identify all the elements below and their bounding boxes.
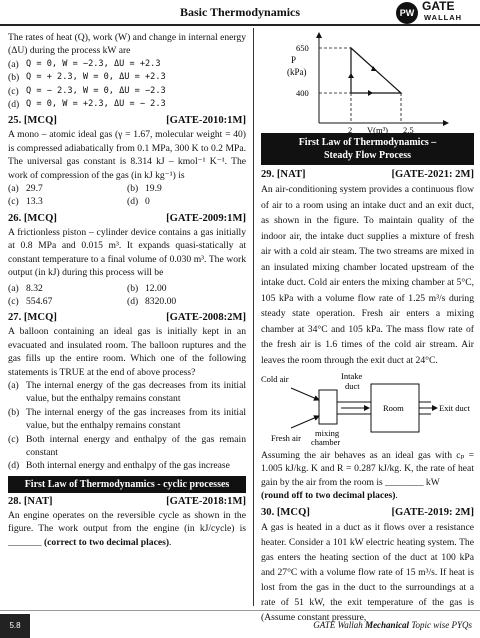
gate-tag: [GATE-2018:1M]	[166, 495, 246, 507]
x-tick-2: 2	[348, 125, 353, 135]
chapter-title: Basic Thermodynamics	[179, 5, 301, 19]
question-25-header: 25. [MCQ] [GATE-2010:1M]	[8, 115, 246, 127]
page-header	[0, 0, 480, 26]
question-26-text: A frictionless piston – cylinder device contains a gas initially at 0.8 MPa and 0.015 m³. It expands quasi-statically at constant temperature to a final volume of 0.030 m³. The work output (in kJ) during this process will be	[8, 226, 246, 279]
option-d: (d) Q = 0, W = +2.3, ΔU = − 2.3	[8, 99, 166, 111]
section-heading-steady-flow: First Law of Thermodynamics – Steady Flow Process	[261, 133, 474, 165]
question-26-options-row1: (a) 8.32 (b) 12.00	[8, 282, 167, 294]
pv-diagram	[261, 31, 474, 135]
pw-logo-icon: PW	[396, 2, 418, 24]
logo-text-gate: GATE	[422, 0, 455, 13]
label-intake-2: duct	[345, 381, 360, 391]
x-tick-2-5: 2.5	[403, 125, 414, 135]
intro-options	[8, 58, 246, 112]
label-room: Room	[383, 403, 404, 413]
question-28-header: 28. [NAT] [GATE-2018:1M]	[8, 495, 246, 507]
right-column	[261, 31, 474, 625]
fresh-air-arrow	[291, 416, 319, 428]
question-27-option-a: (a) The internal energy of the gas decreases from its initial value, but the enthalpy remains constant	[8, 379, 246, 405]
label-exit-duct: Exit duct	[439, 403, 470, 413]
label-fresh-air: Fresh air	[271, 433, 301, 443]
question-27-text: A balloon containing an ideal gas is initially kept in an evacuated and insulated room. The balloon ruptures and the gas fills up the entire room. Which one of the following statements is TRUE at the end of above process?	[8, 326, 246, 378]
y-tick-650: 650	[296, 43, 309, 53]
option-a: (a) Q = 0, W = −2.3, ΔU = +2.3	[8, 58, 161, 70]
pv-diagram-svg	[261, 31, 474, 135]
label-intake-1: Intake	[341, 371, 363, 381]
question-29-text-2: Assuming the air behaves as an ideal gas with cₚ = 1.005 kJ/kg. K and R = 0.287 kJ/kg. K, the rate of heat gain by the air from the room is ________ kW (round off to two decimal places).	[261, 450, 474, 502]
left-column	[8, 31, 246, 549]
intro-text: The rates of heat (Q), work (W) and change in internal energy (ΔU) during the process kW are	[8, 32, 246, 57]
mixing-chamber-box	[319, 390, 337, 424]
y-tick-400: 400	[296, 88, 309, 98]
y-axis-label-p: P	[291, 55, 297, 65]
gate-tag: [GATE-2010:1M]	[166, 115, 246, 127]
arrow-bottom	[368, 90, 373, 96]
y-axis-label-unit: (kPa)	[287, 67, 307, 77]
question-27-option-d: (d) Both internal energy and enthalpy of the gas increase	[8, 460, 230, 472]
question-25-text: A mono – atomic ideal gas (γ = 1.67, molecular weight = 40) is compressed adiabatically from 0.1 MPa, 300 K to 0.2 MPa. The universal gas constant is 8.314 kJ – kmol⁻¹ K⁻¹. The work of compression of the gas (in kJ kg⁻¹) is	[8, 129, 246, 181]
question-25-options-row1: (a) 29.7 (b) 19.9	[8, 183, 162, 195]
question-29-text: An air-conditioning system provides a continuous flow of air to a room using an intake duct and an exit duct, as shown in the figure. To maintain quality of the indoor air, the intake duct supplies a mixture of fresh air with a cold air steam. The two streams are mixed in an insulated mixing chamber located upstream of the intake duct. Cold air enters the mixing chamber at 5°C, 105 kPa with a volume flow rate of 1.25 m³/s during steady state operation. Fresh air enters a mixing chamber at 34°C and 105 kPa. The mass flow rate of the fresh air is 1.6 times of the cold air stream. Air leaves the room through the exit duct at 24°C.	[261, 184, 474, 366]
question-30-text: A gas is heated in a duct as it flows over a resistance heater. Consider a 101 kW electric heating system. The gas enters the heating section of the duct at 100 kPa and 27°C with a volume flow rate of 15 m³/s. If heat is lost from the gas in the duct to the surroundings at a rate of 51 kW, the exit temperature of the gas is (Assume constant pressure,	[261, 521, 474, 623]
gate-tag: [GATE-2019: 2M]	[391, 506, 474, 518]
question-27-option-b: (b) The internal energy of the gas increases from its initial value, but the enthalpy remains constant	[8, 406, 246, 432]
gate-tag: [GATE-2008:2M]	[166, 312, 246, 324]
option-b: (b) Q = + 2.3, W = 0, ΔU = +2.3	[8, 72, 166, 84]
option-c: (c) Q = − 2.3, W = 0, ΔU = −2.3	[8, 85, 166, 97]
label-mixing-1: mixing	[315, 428, 340, 438]
column-divider	[253, 28, 254, 606]
question-27-option-c: (c) Both internal energy and enthalpy of the gas remain constant	[8, 433, 246, 458]
page-number: 5.8	[0, 614, 30, 638]
question-29-header: 29. [NAT] [GATE-2021: 2M]	[261, 169, 474, 180]
x-axis-label: V(m³)	[367, 125, 388, 135]
duct-diagram-svg	[261, 370, 474, 446]
question-26-options-row2: (c) 554.67 (d) 8320.00	[8, 295, 177, 307]
question-26-header: 26. [MCQ] [GATE-2009:1M]	[8, 212, 246, 224]
question-28-text: An engine operates on the reversible cycle as shown in the figure. The work output from the engine (in kJ/cycle) is _______ (correct to two decimal places).	[8, 509, 246, 548]
section-heading-cyclic: First Law of Thermodynamics - cyclic processes	[8, 476, 246, 493]
arrow-left	[348, 73, 354, 78]
gate-wallah-logo	[396, 0, 476, 26]
gate-tag: [GATE-2009:1M]	[166, 212, 246, 224]
label-mixing-2: chamber	[311, 437, 341, 447]
footer-divider	[0, 610, 480, 611]
gate-tag: [GATE-2021: 2M]	[391, 169, 474, 180]
question-25-options-row2: (c) 13.3 (d) 0	[8, 196, 150, 208]
question-30-header: 30. [MCQ] [GATE-2019: 2M]	[261, 506, 474, 518]
duct-diagram	[261, 370, 474, 446]
logo-text-wallah: WALLAH	[424, 13, 463, 22]
footer-text: GATE Wallah Mechanical Topic wise PYQs	[313, 620, 472, 630]
cold-air-arrow	[291, 388, 319, 400]
question-27-header: 27. [MCQ] [GATE-2008:2M]	[8, 312, 246, 324]
label-cold-air: Cold air	[261, 374, 289, 384]
